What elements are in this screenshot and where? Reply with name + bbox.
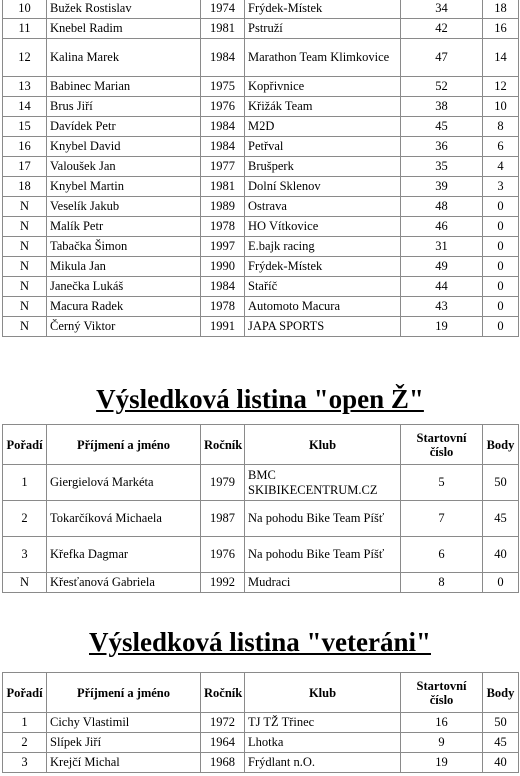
cell-start-number: 6 xyxy=(401,537,483,573)
cell-year: 1976 xyxy=(201,537,245,573)
cell-name: Davídek Petr xyxy=(47,117,201,137)
cell-points: 0 xyxy=(483,237,519,257)
cell-start-number: 48 xyxy=(401,197,483,217)
cell-points: 8 xyxy=(483,117,519,137)
cell-points: 14 xyxy=(483,39,519,77)
header-row xyxy=(3,673,519,713)
cell-club: Frýdek-Místek xyxy=(245,257,401,277)
col-header-club: Klub xyxy=(245,673,401,713)
cell-club: Staříč xyxy=(245,277,401,297)
cell-club: HO Vítkovice xyxy=(245,217,401,237)
cell-rank: 14 xyxy=(3,97,47,117)
cell-name: Valoušek Jan xyxy=(47,157,201,177)
cell-rank: N xyxy=(3,277,47,297)
cell-year: 1981 xyxy=(201,177,245,197)
table-row xyxy=(3,753,519,773)
cell-points: 0 xyxy=(483,257,519,277)
table-row xyxy=(3,733,519,753)
table-row xyxy=(3,97,519,117)
cell-start-number: 44 xyxy=(401,277,483,297)
cell-start-number: 9 xyxy=(401,733,483,753)
cell-rank: N xyxy=(3,257,47,277)
cell-rank: 18 xyxy=(3,177,47,197)
table-row xyxy=(3,77,519,97)
cell-year: 1975 xyxy=(201,77,245,97)
cell-year: 1964 xyxy=(201,733,245,753)
cell-year: 1984 xyxy=(201,137,245,157)
cell-name: Macura Radek xyxy=(47,297,201,317)
cell-year: 1972 xyxy=(201,713,245,733)
cell-points: 0 xyxy=(483,277,519,297)
table-row xyxy=(3,137,519,157)
cell-club: TJ TŽ Třinec xyxy=(245,713,401,733)
cell-points: 18 xyxy=(483,0,519,19)
cell-start-number: 19 xyxy=(401,317,483,337)
col-header-year: Ročník xyxy=(201,425,245,465)
cell-rank: 3 xyxy=(3,537,47,573)
col-header-name: Příjmení a jméno xyxy=(47,425,201,465)
cell-club: Brušperk xyxy=(245,157,401,177)
table-row xyxy=(3,713,519,733)
cell-club: Petřval xyxy=(245,137,401,157)
cell-rank: 1 xyxy=(3,713,47,733)
table-row xyxy=(3,237,519,257)
cell-year: 1968 xyxy=(201,753,245,773)
cell-points: 40 xyxy=(483,753,519,773)
cell-points: 0 xyxy=(483,573,519,593)
cell-year: 1981 xyxy=(201,19,245,39)
cell-rank: N xyxy=(3,197,47,217)
col-header-year: Ročník xyxy=(201,673,245,713)
results-table-open-women xyxy=(2,424,519,593)
cell-year: 1979 xyxy=(201,465,245,501)
cell-club: Křižák Team xyxy=(245,97,401,117)
cell-points: 3 xyxy=(483,177,519,197)
results-table-veterans xyxy=(2,672,519,773)
cell-name: Knebel Radim xyxy=(47,19,201,39)
cell-club: Pstruží xyxy=(245,19,401,39)
cell-points: 6 xyxy=(483,137,519,157)
cell-points: 16 xyxy=(483,19,519,39)
cell-name: Tabačka Šimon xyxy=(47,237,201,257)
cell-start-number: 19 xyxy=(401,753,483,773)
cell-name: Giergielová Markéta xyxy=(47,465,201,501)
cell-name: Křefka Dagmar xyxy=(47,537,201,573)
cell-start-number: 45 xyxy=(401,117,483,137)
cell-points: 10 xyxy=(483,97,519,117)
cell-club: Marathon Team Klimkovice xyxy=(245,39,401,77)
heading-veterans: Výsledková listina "veteráni" xyxy=(89,627,431,657)
cell-start-number: 38 xyxy=(401,97,483,117)
cell-start-number: 16 xyxy=(401,713,483,733)
table-row xyxy=(3,277,519,297)
cell-name: Babinec Marian xyxy=(47,77,201,97)
cell-rank: 12 xyxy=(3,39,47,77)
table-row xyxy=(3,537,519,573)
table-row xyxy=(3,157,519,177)
col-header-rank: Pořadí xyxy=(3,673,47,713)
cell-year: 1990 xyxy=(201,257,245,277)
cell-name: Kalina Marek xyxy=(47,39,201,77)
cell-rank: N xyxy=(3,217,47,237)
cell-club: E.bajk racing xyxy=(245,237,401,257)
cell-club: Dolní Sklenov xyxy=(245,177,401,197)
cell-name: Knybel David xyxy=(47,137,201,157)
cell-club: Frýdlant n.O. xyxy=(245,753,401,773)
cell-name: Křesťanová Gabriela xyxy=(47,573,201,593)
cell-start-number: 8 xyxy=(401,573,483,593)
cell-rank: N xyxy=(3,237,47,257)
cell-rank: 13 xyxy=(3,77,47,97)
cell-name: Knybel Martin xyxy=(47,177,201,197)
cell-points: 45 xyxy=(483,733,519,753)
cell-rank: N xyxy=(3,317,47,337)
cell-points: 40 xyxy=(483,537,519,573)
col-header-start-number: Startovní číslo xyxy=(401,425,483,465)
cell-year: 1984 xyxy=(201,39,245,77)
cell-start-number: 7 xyxy=(401,501,483,537)
cell-start-number: 42 xyxy=(401,19,483,39)
cell-year: 1974 xyxy=(201,0,245,19)
cell-points: 45 xyxy=(483,501,519,537)
cell-club: Lhotka xyxy=(245,733,401,753)
cell-club: Kopřivnice xyxy=(245,77,401,97)
header-row xyxy=(3,425,519,465)
cell-points: 50 xyxy=(483,465,519,501)
cell-start-number: 39 xyxy=(401,177,483,197)
cell-club: Ostrava xyxy=(245,197,401,217)
col-header-points: Body xyxy=(483,673,519,713)
cell-year: 1987 xyxy=(201,501,245,537)
cell-year: 1978 xyxy=(201,217,245,237)
cell-year: 1989 xyxy=(201,197,245,217)
cell-club: Na pohodu Bike Team Píšť xyxy=(245,501,401,537)
table-row xyxy=(3,217,519,237)
cell-rank: N xyxy=(3,573,47,593)
col-header-rank: Pořadí xyxy=(3,425,47,465)
cell-points: 0 xyxy=(483,297,519,317)
table-row xyxy=(3,501,519,537)
cell-club: Na pohodu Bike Team Píšť xyxy=(245,537,401,573)
cell-rank: 17 xyxy=(3,157,47,177)
cell-year: 1991 xyxy=(201,317,245,337)
cell-name: Mikula Jan xyxy=(47,257,201,277)
cell-points: 0 xyxy=(483,317,519,337)
cell-points: 0 xyxy=(483,197,519,217)
cell-start-number: 36 xyxy=(401,137,483,157)
cell-name: Bužek Rostislav xyxy=(47,0,201,19)
cell-points: 0 xyxy=(483,217,519,237)
cell-rank: 10 xyxy=(3,0,47,19)
heading-open-women: Výsledková listina "open Ž" xyxy=(96,384,424,414)
table-row xyxy=(3,465,519,501)
cell-start-number: 31 xyxy=(401,237,483,257)
cell-club: Frýdek-Místek xyxy=(245,0,401,19)
table-row xyxy=(3,19,519,39)
cell-club: M2D xyxy=(245,117,401,137)
cell-year: 1976 xyxy=(201,97,245,117)
results-table-main xyxy=(2,0,519,337)
cell-points: 4 xyxy=(483,157,519,177)
col-header-points: Body xyxy=(483,425,519,465)
cell-start-number: 47 xyxy=(401,39,483,77)
cell-rank: 1 xyxy=(3,465,47,501)
cell-start-number: 35 xyxy=(401,157,483,177)
table-row xyxy=(3,117,519,137)
cell-club: BMC SKIBIKECENTRUM.CZ xyxy=(245,465,401,501)
cell-name: Tokarčíková Michaela xyxy=(47,501,201,537)
cell-year: 1997 xyxy=(201,237,245,257)
cell-name: Malík Petr xyxy=(47,217,201,237)
cell-rank: 16 xyxy=(3,137,47,157)
cell-rank: 11 xyxy=(3,19,47,39)
cell-points: 12 xyxy=(483,77,519,97)
table-row xyxy=(3,39,519,77)
cell-name: Cichy Vlastimil xyxy=(47,713,201,733)
table-row xyxy=(3,297,519,317)
col-header-name: Příjmení a jméno xyxy=(47,673,201,713)
cell-year: 1992 xyxy=(201,573,245,593)
table-row xyxy=(3,177,519,197)
table-row xyxy=(3,573,519,593)
table-row xyxy=(3,197,519,217)
cell-name: Černý Viktor xyxy=(47,317,201,337)
cell-start-number: 43 xyxy=(401,297,483,317)
table-row xyxy=(3,317,519,337)
cell-name: Brus Jiří xyxy=(47,97,201,117)
cell-year: 1984 xyxy=(201,117,245,137)
cell-name: Slípek Jiří xyxy=(47,733,201,753)
cell-year: 1977 xyxy=(201,157,245,177)
cell-rank: 15 xyxy=(3,117,47,137)
cell-rank: 2 xyxy=(3,501,47,537)
cell-start-number: 52 xyxy=(401,77,483,97)
cell-start-number: 46 xyxy=(401,217,483,237)
table-row xyxy=(3,257,519,277)
table-row xyxy=(3,0,519,19)
cell-year: 1978 xyxy=(201,297,245,317)
cell-rank: 3 xyxy=(3,753,47,773)
cell-club: Mudraci xyxy=(245,573,401,593)
cell-rank: 2 xyxy=(3,733,47,753)
cell-club: Automoto Macura xyxy=(245,297,401,317)
cell-start-number: 5 xyxy=(401,465,483,501)
cell-year: 1984 xyxy=(201,277,245,297)
col-header-club: Klub xyxy=(245,425,401,465)
cell-name: Veselík Jakub xyxy=(47,197,201,217)
cell-points: 50 xyxy=(483,713,519,733)
cell-start-number: 34 xyxy=(401,0,483,19)
cell-name: Krejčí Michal xyxy=(47,753,201,773)
cell-club: JAPA SPORTS xyxy=(245,317,401,337)
cell-rank: N xyxy=(3,297,47,317)
cell-name: Janečka Lukáš xyxy=(47,277,201,297)
col-header-start-number: Startovní číslo xyxy=(401,673,483,713)
cell-start-number: 49 xyxy=(401,257,483,277)
